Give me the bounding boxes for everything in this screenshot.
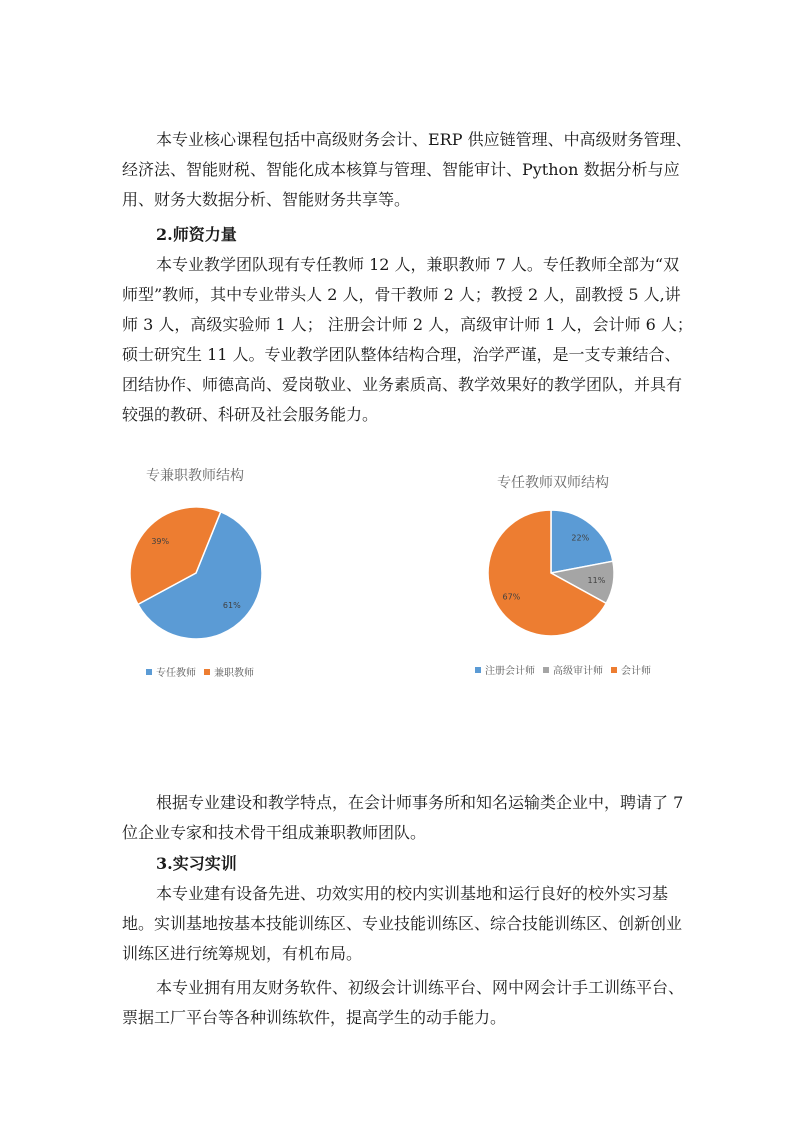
legend-item: [475, 662, 535, 677]
legend-item: [204, 664, 254, 679]
chart-title-dual-qualified: 专任教师双师结构: [497, 475, 609, 491]
section-heading-faculty: 2.师资力量: [156, 225, 237, 244]
legend-swatch: [146, 669, 152, 675]
pie-data-label: 67%: [502, 592, 521, 602]
legend-swatch: [611, 667, 617, 673]
chart-legend-dual-qualified: [475, 662, 659, 677]
legend-label: 注册会计师: [485, 666, 535, 677]
legend-swatch: [204, 669, 210, 675]
text-line: 位企业专家和技术骨干组成兼职教师团队。: [122, 823, 427, 842]
paragraph-training-base: [122, 879, 682, 969]
text-line: 根据专业建设和教学特点，在会计师事务所和知名运输类企业中，聘请了 7: [156, 793, 684, 812]
text-line: 本专业建有设备先进、功效实用的校内实训基地和运行良好的校外实习基: [156, 884, 669, 903]
text-line: 本专业核心课程包括中高级财务会计、ERP 供应链管理、中高级财务管理、: [156, 130, 692, 149]
text-line: 训练区进行统筹规划，有机布局。: [122, 944, 363, 963]
text-line: 票据工厂平台等各种训练软件，提高学生的动手能力。: [122, 1008, 507, 1027]
text-line: 本专业教学团队现有专任教师 12 人，兼职教师 7 人。专任教师全部为“双: [156, 255, 680, 274]
legend-label: 高级审计师: [553, 666, 603, 677]
legend-swatch: [543, 667, 549, 673]
legend-item: [543, 662, 603, 677]
legend-item: [611, 662, 651, 677]
text-line: 经济法、智能财税、智能化成本核算与管理、智能审计、Python 数据分析与应: [122, 160, 680, 179]
text-line: 硕士研究生 11 人。专业教学团队整体结构合理，治学严谨，是一支专兼结合、: [122, 345, 681, 364]
chart-title-part-time-structure: 专兼职教师结构: [146, 468, 244, 484]
legend-item: [146, 664, 196, 679]
text-line: 用、财务大数据分析、智能财务共享等。: [122, 190, 411, 209]
text-line: 师 3 人，高级实验师 1 人； 注册会计师 2 人，高级审计师 1 人，会计师 6 人；: [122, 315, 693, 334]
pie-data-label: 39%: [151, 537, 170, 547]
legend-label: 会计师: [621, 666, 651, 677]
legend-swatch: [475, 667, 481, 673]
text-line: 本专业拥有用友财务软件、初级会计训练平台、网中网会计手工训练平台、: [156, 978, 685, 997]
text-line: 团结协作、师德高尚、爱岗敬业、业务素质高、教学效果好的教学团队，并具有: [122, 375, 683, 394]
text-line: 地。实训基地按基本技能训练区、专业技能训练区、综合技能训练区、创新创业: [122, 914, 683, 933]
pie-data-label: 61%: [222, 600, 241, 610]
legend-label: 兼职教师: [214, 668, 254, 679]
text-line: 师型”教师，其中专业带头人 2 人，骨干教师 2 人；教授 2 人，副教授 5 人,讲: [122, 285, 681, 304]
section-heading-practice: 3.实习实训: [156, 854, 237, 873]
legend-label: 专任教师: [156, 668, 196, 679]
paragraph-faculty: [122, 250, 693, 430]
chart-legend-part-time-structure: [146, 664, 262, 679]
paragraph-part-time-team: [122, 788, 682, 848]
paragraph-training-software: [122, 973, 685, 1033]
pie-chart-part-time-structure: [107, 484, 287, 664]
pie-data-label: 22%: [571, 533, 590, 543]
paragraph-core-courses: [122, 125, 692, 215]
pie-chart-dual-qualified: [462, 484, 642, 664]
text-line: 较强的教研、科研及社会服务能力。: [122, 405, 379, 424]
pie-data-label: 11%: [587, 576, 606, 586]
